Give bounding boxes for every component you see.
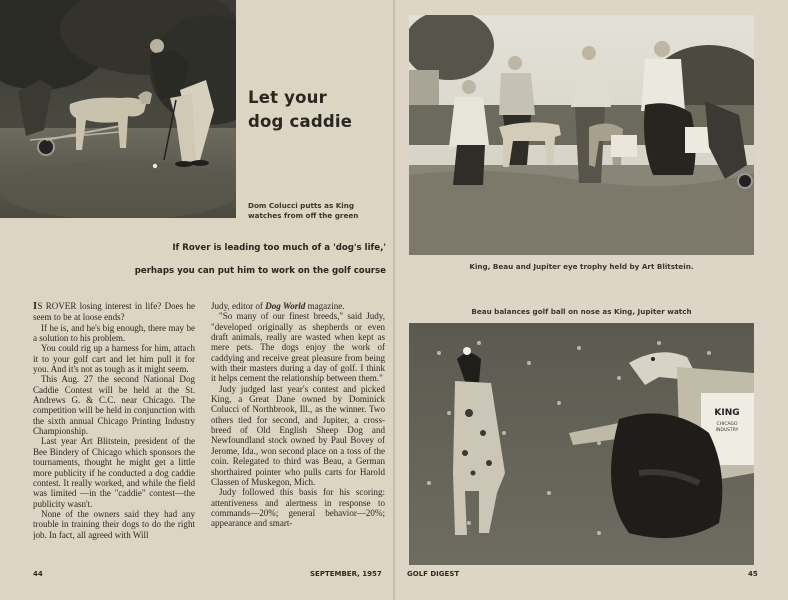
paragraph-text: S ROVER losing interest in life? Does he seem to be at loose ends? xyxy=(33,301,195,323)
paragraph-text: Judy, editor of xyxy=(211,301,266,311)
king-coat-line-3: INDUSTRY xyxy=(715,428,739,433)
paragraph: Judy judged last year's contest and picked King, a Great Dane owned by Dominick Colucci of Northbrook, Ill., as the winner. Two others tied for second, and Jupiter, a cross-breed of Old English Sheep Dog and Newfoundland stock owned by Paul Bovey of Jerome, Ida., won second place on a toss of the coin. Relegated to third was Beau, a German shorthaired pointer who pulls carts for Harold Classen of Muskegon, Mich. xyxy=(211,383,385,487)
drop-cap: I xyxy=(33,301,38,312)
caption-putting-photo: Dom Colucci putts as King watches from off the green xyxy=(248,201,359,220)
paragraph: Judy followed this basis for his scoring: attentiveness and alertness in response to commands—20%; general behavior—20%; appearance and smart- xyxy=(211,487,385,529)
title-line-2: dog caddie xyxy=(248,112,353,131)
deck-line-1: If Rover is leading too much of a 'dog's life,' xyxy=(172,243,386,253)
paragraph: If he is, and he's big enough, there may be a solution to his problem. xyxy=(33,322,195,344)
title-line-1: Let your xyxy=(248,88,327,107)
left-page xyxy=(0,0,393,600)
paragraph xyxy=(33,301,195,323)
king-coat-line-1: KING xyxy=(714,408,740,418)
paragraph-text: magazine. xyxy=(305,301,345,311)
deck-line-2: perhaps you can put him to work on the golf course xyxy=(134,266,386,276)
magazine-name-footer: GOLF DIGEST xyxy=(407,570,460,578)
photo-dogs-eye-trophy xyxy=(409,15,754,255)
photo-dog-balances-golf-ball xyxy=(409,323,754,565)
photo-putting-with-dog-caddie xyxy=(0,0,236,218)
paragraph: None of the owners said they had any trouble in training their dogs to do the right job. In fact, all agreed with Will xyxy=(33,508,195,540)
right-page-number: 45 xyxy=(748,570,758,578)
article-title xyxy=(248,86,388,134)
caption-trophy-photo: King, Beau and Jupiter eye trophy held by Art Blitstein. xyxy=(469,262,694,271)
right-page xyxy=(395,0,788,600)
left-page-number: 44 xyxy=(33,570,43,578)
paragraph xyxy=(211,301,385,311)
king-coat-line-2: CHICAGO xyxy=(716,422,738,427)
magazine-name: Dog World xyxy=(265,301,306,311)
body-column-1 xyxy=(33,301,195,569)
caption-balance-photo: Beau balances golf ball on nose as King, Jupiter watch xyxy=(471,307,692,316)
paragraph: Last year Art Blitstein, president of the Bee Bindery of Chicago which sponsors the tournaments, thought he might get a little more publicity if he conducted a dog caddie contest. It really worked, and while the field was limited —in the "caddie" contest—the publicity wasn't. xyxy=(33,436,195,509)
body-column-2 xyxy=(211,301,385,569)
paragraph: You could rig up a harness for him, attach it to your golf cart and let him pull it for you. And it's not as tough as it might seem. xyxy=(33,343,195,375)
paragraph: This Aug. 27 the second National Dog Caddie Contest will be held at the St. Andrews G. & C.C. near Chicago. The competition will be held in conjunction with the sixth annual Chicago Printing Industry Championship. xyxy=(33,374,195,437)
issue-date: SEPTEMBER, 1957 xyxy=(310,570,382,578)
paragraph: "So many of our finest breeds," said Judy, "developed originally as shepherds or even draft animals, really are wasted when kept as mere pets. The dogs enjoy the work of caddying and receive great pleasure from being with their masters during a day of golf. I think it helps cement the relationship between them." xyxy=(211,311,385,384)
